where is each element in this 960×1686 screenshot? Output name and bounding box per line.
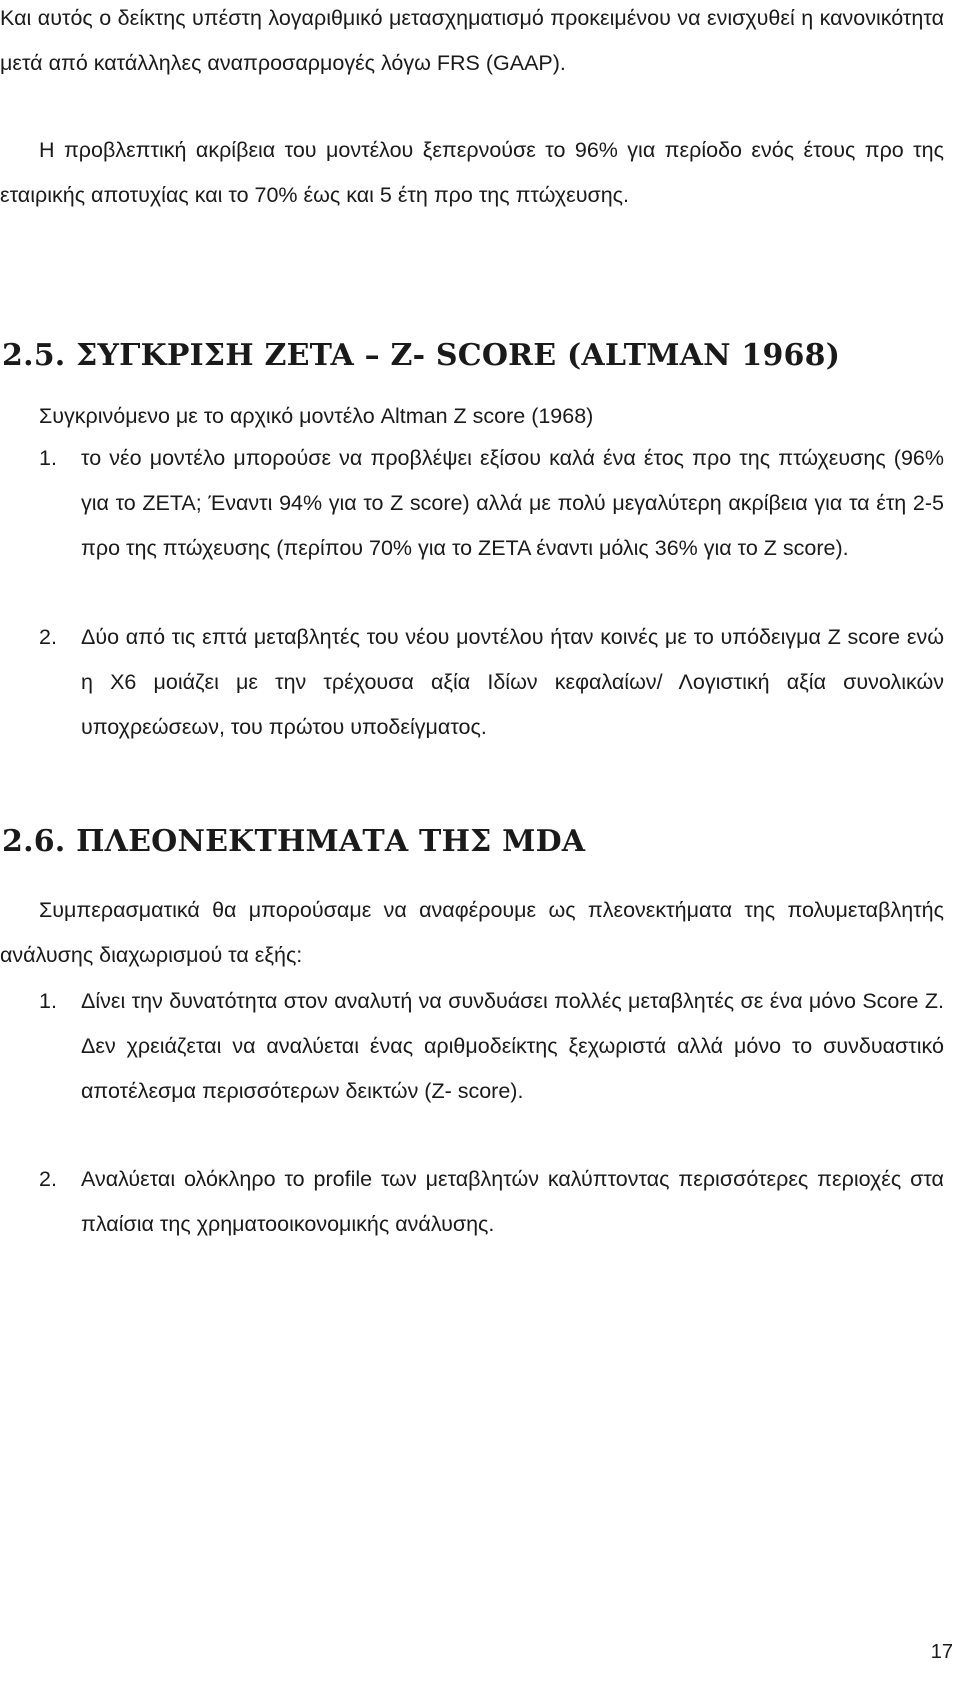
section-2-6-intro: Συμπερασματικά θα μπορούσαμε να αναφέρουμε ως πλεονεκτήματα της πολυμεταβλητής ανάλυσης διαχωρισμού τα εξής: xyxy=(0,898,944,967)
list-item-number: 1. xyxy=(39,989,57,1013)
list-item xyxy=(0,615,944,750)
list-item-text: το νέο μοντέλο μπορούσε να προβλέψει εξίσου καλά ένα έτος προ της πτώχευσης (96% για το ZETA; Έναντι 94% για το Z score) αλλά με πολύ μεγαλύτερη ακρίβεια για τα έτη 2-5 προ της πτώχευσης (περίπου 70% για το ZETA έναντι μόλις 36% για το Z score). xyxy=(81,446,944,560)
intro-paragraph-2: Η προβλεπτική ακρίβεια του μοντέλου ξεπερνούσε το 96% για περίοδο ενός έτους προ της εταιρικής αποτυχίας και το 70% έως και 5 έτη προ της πτώχευσης. xyxy=(0,138,944,207)
list-item xyxy=(0,979,944,1114)
list-item xyxy=(0,1157,944,1247)
list-item-text: Αναλύεται ολόκληρο το profile των μεταβλητών καλύπτοντας περισσότερες περιοχές στα πλαίσια της χρηματοοικονομικής ανάλυσης. xyxy=(81,1167,944,1236)
list-item-number: 1. xyxy=(39,446,57,470)
list-item xyxy=(0,436,944,571)
intro-paragraph-1: Και αυτός ο δείκτης υπέστη λογαριθμικό μετασχηματισμό προκειμένου να ενισχυθεί η κανονικότητα μετά από κατάλληλες αναπροσαρμογές λόγω FRS (GAAP). xyxy=(0,6,944,75)
page-number: 17 xyxy=(930,1641,953,1663)
section-heading-2-5: 2.5. ΣΥΓΚΡΙΣΗ ZETA – Z- SCORE (ALTMAN 1968) xyxy=(2,338,841,373)
list-item-text: Δύο από τις επτά μεταβλητές του νέου μοντέλου ήταν κοινές με το υπόδειγμα Z score ενώ η X6 μοιάζει με την τρέχουσα αξία Ιδίων κεφαλαίων/ Λογιστική αξία συνολικών υποχρεώσεων, του πρώτου υποδείγματος. xyxy=(81,625,944,739)
list-item-text: Δίνει την δυνατότητα στον αναλυτή να συνδυάσει πολλές μεταβλητές σε ένα μόνο Score Z. Δεν χρειάζεται να αναλύεται ένας αριθμοδείκτης ξεχωριστά αλλά μόνο το συνδυαστικό αποτέλεσμα περισσότερων δεικτών (Z- score). xyxy=(81,989,944,1103)
list-item-number: 2. xyxy=(39,1167,57,1191)
section-heading-2-6: 2.6. ΠΛΕΟΝΕΚΤΗΜΑΤΑ ΤΗΣ MDA xyxy=(2,824,586,859)
list-item-number: 2. xyxy=(39,625,57,649)
section-2-5-subtitle: Συγκρινόμενο με το αρχικό μοντέλο Altman Z score (1968) xyxy=(39,404,594,428)
